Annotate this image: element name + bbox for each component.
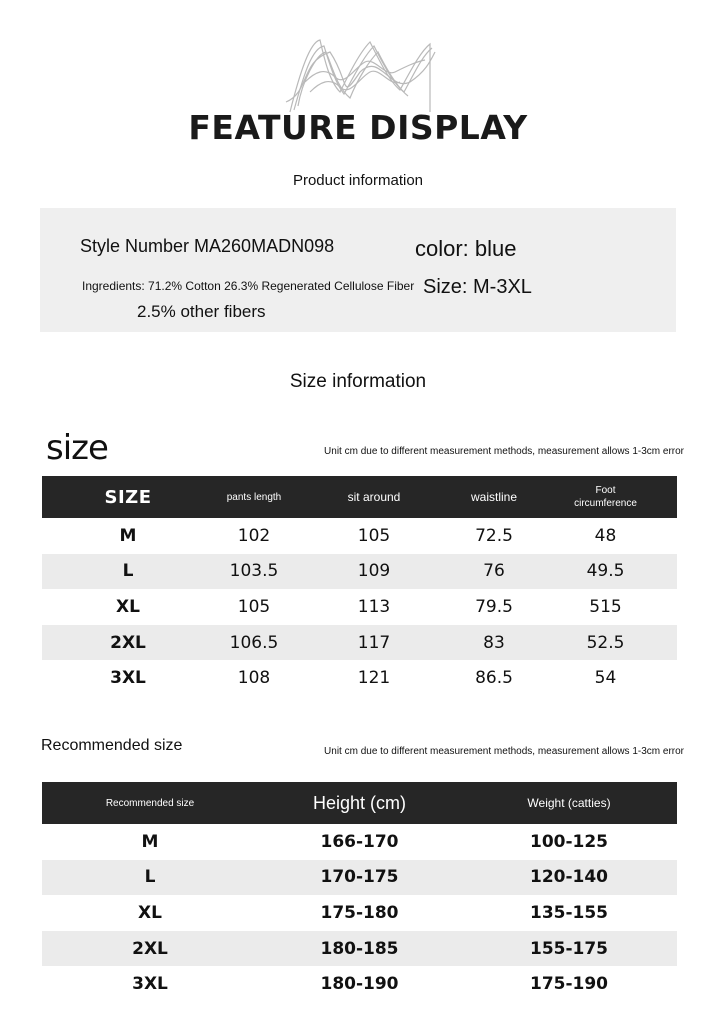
foot-circumference-cell: 52.5 xyxy=(534,625,677,661)
table-row xyxy=(42,625,677,661)
product-info-heading: Product information xyxy=(292,172,424,189)
table-row xyxy=(42,589,677,625)
ingredients: Ingredients: 71.2% Cotton 26.3% Regenerated Cellulose Fiber xyxy=(82,279,415,293)
weight-cell: 120-140 xyxy=(461,860,677,896)
col-foot-circumference xyxy=(534,476,677,518)
foot-circumference-cell: 515 xyxy=(589,596,622,617)
size-info-heading: Size information xyxy=(289,371,427,392)
col-pants-length: pants length xyxy=(214,476,294,518)
size-table xyxy=(42,476,677,696)
col-weight: Weight (catties) xyxy=(461,782,677,824)
sit-around-cell: 109 xyxy=(294,554,454,590)
size-cell: XL xyxy=(138,902,162,923)
style-number: Style Number MA260MADN098 xyxy=(80,236,335,256)
size-range: Size: M-3XL xyxy=(423,276,532,298)
other-fibers: 2.5% other fibers xyxy=(137,302,266,321)
size-cell: 3XL xyxy=(132,974,168,995)
height-cell: 166-170 xyxy=(320,831,399,852)
product-color: color: blue xyxy=(415,236,517,261)
table-row xyxy=(42,931,677,967)
size-cell: M xyxy=(119,525,137,546)
sit-around-cell: 117 xyxy=(294,625,454,661)
pants-length-cell: 102 xyxy=(237,525,271,546)
col-circumference-label: circumference xyxy=(574,498,637,509)
size-cell: L xyxy=(42,554,214,590)
pants-length-cell: 103.5 xyxy=(214,554,294,590)
recommended-measurement-note: Unit cm due to different measurement methods, measurement allows 1-3cm error xyxy=(324,746,684,757)
weight-cell: 135-155 xyxy=(529,902,609,923)
col-height: Height (cm) xyxy=(258,782,461,824)
table-row xyxy=(42,554,677,590)
recommended-table-header xyxy=(42,782,677,824)
height-cell: 170-175 xyxy=(258,860,461,896)
col-recommended-size: Recommended size xyxy=(42,782,258,824)
pants-length-cell: 106.5 xyxy=(214,625,294,661)
table-row xyxy=(42,518,677,554)
waistline-cell: 72.5 xyxy=(475,525,513,546)
table-row xyxy=(42,660,677,696)
size-cell: 3XL xyxy=(110,668,146,689)
table-row xyxy=(42,895,677,931)
foot-circumference-cell: 48 xyxy=(594,525,617,546)
size-cell: M xyxy=(141,831,159,852)
sit-around-cell: 121 xyxy=(357,668,391,689)
sit-around-cell: 113 xyxy=(357,596,391,617)
height-cell: 180-185 xyxy=(258,931,461,967)
waistline-cell: 79.5 xyxy=(475,596,513,617)
page-title: FEATURE DISPLAY xyxy=(188,108,528,147)
recommended-size-table xyxy=(42,782,677,1002)
sit-around-cell: 105 xyxy=(357,525,391,546)
height-cell: 175-180 xyxy=(320,902,399,923)
size-cell: 2XL xyxy=(42,625,214,661)
foot-circumference-cell: 54 xyxy=(594,668,617,689)
pants-length-cell: 108 xyxy=(237,668,271,689)
height-cell: 180-190 xyxy=(320,974,399,995)
table-row xyxy=(42,966,677,1002)
foot-circumference-cell: 49.5 xyxy=(534,554,677,590)
size-table-header xyxy=(42,476,677,518)
size-cell: 2XL xyxy=(42,931,258,967)
pants-length-cell: 105 xyxy=(237,596,271,617)
col-size: SIZE xyxy=(42,476,214,518)
product-info-box xyxy=(40,208,676,332)
col-foot-label: Foot xyxy=(595,485,616,496)
size-measurement-note: Unit cm due to different measurement methods, measurement allows 1-3cm error xyxy=(324,446,684,457)
waistline-cell: 86.5 xyxy=(475,668,513,689)
size-label: size xyxy=(46,428,108,468)
waistline-cell: 76 xyxy=(454,554,534,590)
table-row xyxy=(42,860,677,896)
size-cell: L xyxy=(42,860,258,896)
table-row xyxy=(42,824,677,860)
weight-cell: 100-125 xyxy=(529,831,609,852)
col-waistline: waistline xyxy=(454,476,534,518)
weight-cell: 175-190 xyxy=(529,974,609,995)
waistline-cell: 83 xyxy=(454,625,534,661)
weight-cell: 155-175 xyxy=(461,931,677,967)
col-sit-around: sit around xyxy=(294,476,454,518)
size-cell: XL xyxy=(116,596,140,617)
recommended-size-heading: Recommended size xyxy=(41,737,183,754)
